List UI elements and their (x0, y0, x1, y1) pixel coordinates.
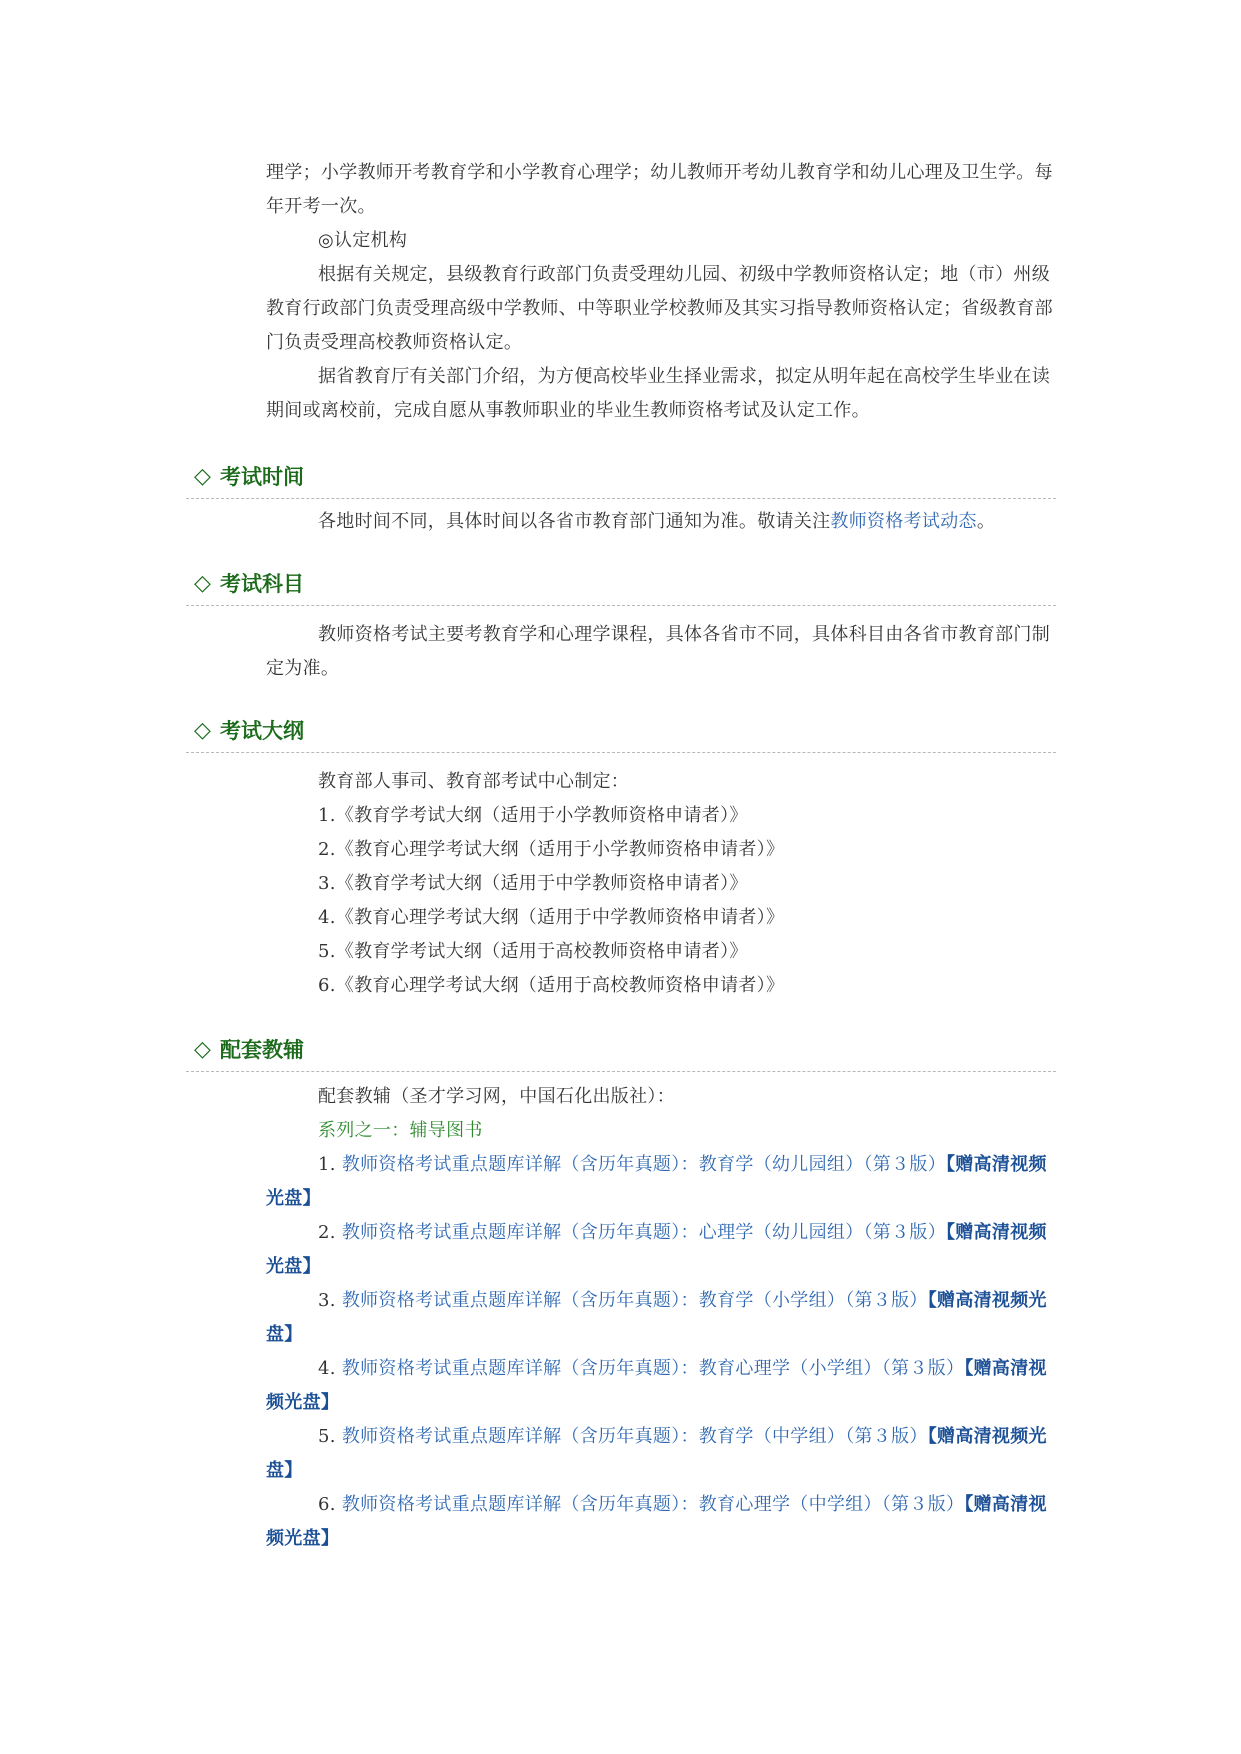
time-block (266, 505, 1056, 539)
intro-paragraph-2: ◎认定机构 (318, 230, 408, 251)
bonus-label[interactable]: 【赠高清视频光盘】 (266, 1154, 1047, 1209)
diamond-icon: ◇ (194, 571, 211, 596)
book-link[interactable]: 教师资格考试重点题库详解（含历年真题）：教育学（中学组）（第３版） (341, 1426, 928, 1447)
book-link[interactable]: 教师资格考试重点题库详解（含历年真题）：心理学（幼儿园组）（第３版） (341, 1222, 947, 1243)
subjects-block (266, 618, 1056, 686)
list-item: 3.《教育学考试大纲（适用于中学教师资格申请者）》 (318, 873, 748, 894)
book-link[interactable]: 教师资格考试重点题库详解（含历年真题）：教育心理学（小学组）（第３版） (341, 1358, 965, 1379)
list-item: 5.《教育学考试大纲（适用于高校教师资格申请者）》 (318, 941, 748, 962)
book-number: 3. (318, 1290, 336, 1311)
book-number: 2. (318, 1222, 336, 1243)
time-text-end: 。 (976, 511, 996, 532)
list-item: 6.《教育心理学考试大纲（适用于高校教师资格申请者）》 (318, 975, 785, 996)
bonus-label[interactable]: 【赠高清视频光盘】 (266, 1290, 1047, 1345)
section-title: 考试大纲 (220, 719, 304, 743)
book-item (266, 1284, 1056, 1352)
section-heading-subjects (186, 567, 1056, 606)
list-item: 2.《教育心理学考试大纲（适用于小学教师资格申请者）》 (318, 839, 785, 860)
series-label: 系列之一：辅导图书 (318, 1120, 483, 1141)
subjects-paragraph: 教师资格考试主要考教育学和心理学课程，具体各省市不同，具体科目由各省市教育部门制定为准。 (266, 624, 1050, 679)
bonus-label[interactable]: 【赠高清视频光盘】 (266, 1358, 1047, 1413)
book-item (266, 1420, 1056, 1488)
book-item (266, 1216, 1056, 1284)
book-link[interactable]: 教师资格考试重点题库详解（含历年真题）：教育学（小学组）（第３版） (341, 1290, 928, 1311)
book-number: 1. (318, 1154, 336, 1175)
section-title: 配套教辅 (220, 1038, 304, 1062)
outline-intro: 教育部人事司、教育部考试中心制定： (318, 771, 630, 792)
book-item (266, 1148, 1056, 1216)
intro-paragraph-3: 根据有关规定，县级教育行政部门负责受理幼儿园、初级中学教师资格认定；地（市）州级教育行政部门负责受理高级中学教师、中等职业学校教师及其实习指导教师资格认定；省级教育部门负责受理高校教师资格认定。 (266, 264, 1053, 353)
intro-paragraph-1: 理学；小学教师开考教育学和小学教育心理学；幼儿教师开考幼儿教育学和幼儿心理及卫生学。每年开考一次。 (266, 162, 1053, 217)
book-link[interactable]: 教师资格考试重点题库详解（含历年真题）：教育心理学（中学组）（第３版） (341, 1494, 965, 1515)
diamond-icon: ◇ (194, 1037, 211, 1062)
intro-paragraph-4: 据省教育厅有关部门介绍，为方便高校毕业生择业需求，拟定从明年起在高校学生毕业在读期间或离校前，完成自愿从事教师职业的毕业生教师资格考试及认定工作。 (266, 366, 1050, 421)
materials-intro: 配套教辅（圣才学习网，中国石化出版社）： (318, 1086, 675, 1107)
section-heading-outline (186, 714, 1056, 753)
book-number: 6. (318, 1494, 336, 1515)
section-title: 考试科目 (220, 572, 304, 596)
section-title: 考试时间 (220, 465, 304, 489)
time-text: 各地时间不同，具体时间以各省市教育部门通知为准。敬请关注 (318, 511, 831, 532)
intro-block (266, 156, 1056, 428)
exam-news-link[interactable]: 教师资格考试动态 (830, 511, 977, 532)
book-item (266, 1488, 1056, 1556)
materials-block (266, 1080, 1056, 1556)
section-heading-time (186, 460, 1056, 499)
list-item: 1.《教育学考试大纲（适用于小学教师资格申请者）》 (318, 805, 748, 826)
book-number: 4. (318, 1358, 336, 1379)
list-item: 4.《教育心理学考试大纲（适用于中学教师资格申请者）》 (318, 907, 785, 928)
content (186, 156, 1056, 1556)
outline-block (266, 765, 1056, 1003)
diamond-icon: ◇ (194, 464, 211, 489)
book-item (266, 1352, 1056, 1420)
book-link[interactable]: 教师资格考试重点题库详解（含历年真题）：教育学（幼儿园组）（第３版） (341, 1154, 947, 1175)
bonus-label[interactable]: 【赠高清视频光盘】 (266, 1426, 1047, 1481)
bonus-label[interactable]: 【赠高清视频光盘】 (266, 1494, 1047, 1549)
time-paragraph (266, 505, 1056, 539)
bonus-label[interactable]: 【赠高清视频光盘】 (266, 1222, 1047, 1277)
section-heading-materials (186, 1033, 1056, 1072)
book-number: 5. (318, 1426, 336, 1447)
diamond-icon: ◇ (194, 718, 211, 743)
